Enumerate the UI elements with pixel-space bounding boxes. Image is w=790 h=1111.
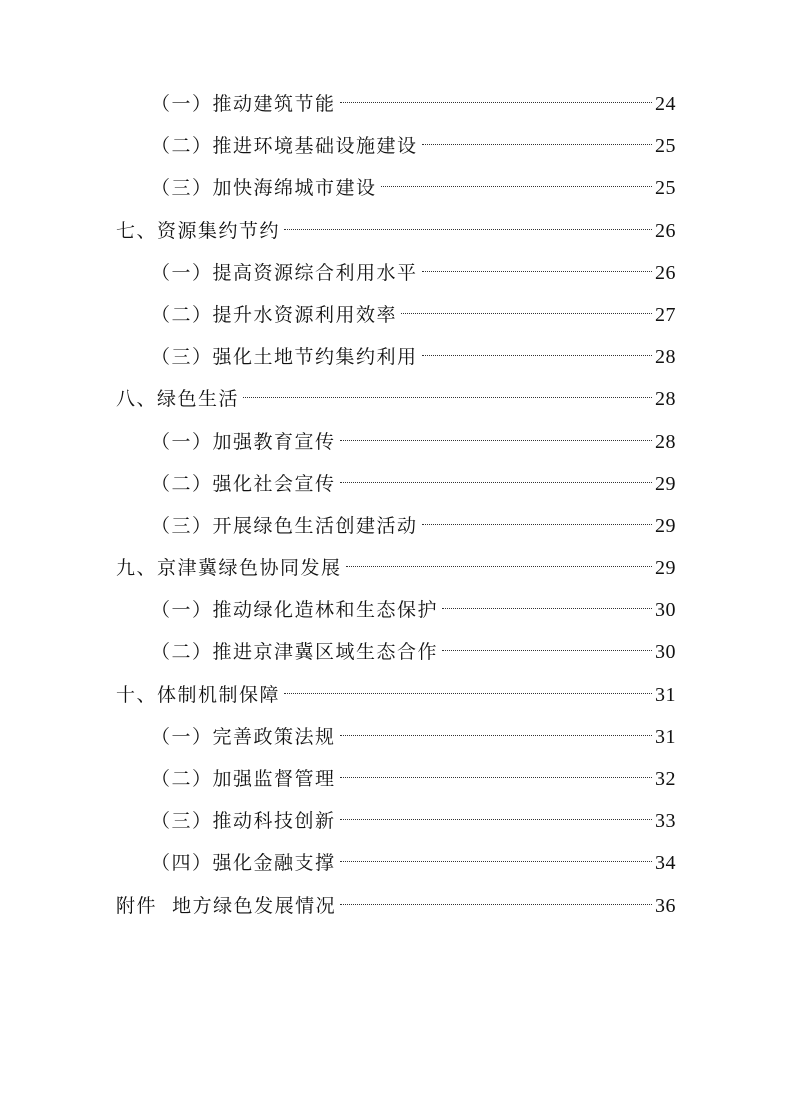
toc-entry-title: （一）加强教育宣传: [151, 430, 336, 453]
toc-section-title: 七、资源集约节约: [116, 219, 281, 242]
toc-appendix-entry[interactable]: [116, 885, 676, 927]
toc-page-number: 25: [655, 177, 676, 200]
toc-entry-title: （一）推动绿化造林和生态保护: [151, 599, 439, 622]
toc-page-number: 28: [655, 388, 676, 411]
dot-leader: [442, 608, 652, 609]
dot-leader: [340, 777, 652, 778]
toc-entry[interactable]: [116, 336, 676, 378]
toc-entry[interactable]: [116, 589, 676, 631]
toc-page-number: 31: [655, 725, 676, 748]
toc-section-entry[interactable]: [116, 378, 676, 420]
dot-leader: [284, 693, 652, 694]
toc-entry[interactable]: [116, 83, 676, 125]
toc-page-number: 36: [655, 894, 676, 917]
toc-page-number: 32: [655, 768, 676, 790]
toc-page-number: 25: [655, 135, 676, 158]
dot-leader: [243, 397, 652, 398]
toc-entry-title: （一）完善政策法规: [151, 725, 336, 748]
toc-entry[interactable]: [116, 294, 676, 336]
toc-entry[interactable]: [116, 421, 676, 463]
toc-page-number: 27: [655, 303, 676, 326]
dot-leader: [422, 524, 652, 525]
dot-leader: [340, 102, 652, 103]
toc-entry-title: （三）加快海绵城市建设: [151, 177, 377, 200]
toc-entry[interactable]: [116, 631, 676, 673]
toc-entry-title: （四）强化金融支撑: [151, 852, 336, 875]
dot-leader: [442, 650, 652, 651]
dot-leader: [340, 482, 652, 483]
toc-appendix-title: 附件 地方绿色发展情况: [116, 894, 337, 917]
dot-leader: [422, 355, 652, 356]
toc-entry[interactable]: [116, 758, 676, 800]
toc-section-entry[interactable]: [116, 210, 676, 252]
toc-page-number: 34: [655, 852, 676, 875]
table-of-contents: [116, 83, 676, 927]
dot-leader: [381, 186, 652, 187]
toc-entry[interactable]: [116, 252, 676, 294]
toc-entry[interactable]: [116, 125, 676, 167]
toc-entry-title: （二）加强监督管理: [151, 768, 336, 790]
toc-page-number: 28: [655, 430, 676, 453]
dot-leader: [340, 819, 652, 820]
toc-page-number: 29: [655, 514, 676, 537]
toc-entry-title: （二）提升水资源利用效率: [151, 303, 398, 326]
toc-section-entry[interactable]: [116, 674, 676, 716]
toc-page-number: 29: [655, 472, 676, 495]
toc-page-number: 33: [655, 810, 676, 833]
toc-entry[interactable]: [116, 463, 676, 505]
toc-entry[interactable]: [116, 800, 676, 842]
toc-entry[interactable]: [116, 505, 676, 547]
toc-page-number: 24: [655, 93, 676, 115]
dot-leader: [284, 229, 652, 230]
dot-leader: [340, 861, 652, 862]
toc-page-number: 29: [655, 557, 676, 580]
dot-leader: [422, 271, 652, 272]
toc-entry-title: （三）强化土地节约集约利用: [151, 346, 418, 369]
toc-entry-title: （二）推进环境基础设施建设: [151, 135, 418, 158]
toc-entry[interactable]: [116, 842, 676, 884]
toc-section-title: 八、绿色生活: [116, 388, 240, 411]
toc-page-number: 26: [655, 219, 676, 242]
dot-leader: [340, 735, 652, 736]
toc-page-number: 30: [655, 641, 676, 664]
toc-page-number: 28: [655, 346, 676, 369]
toc-entry-title: （三）推动科技创新: [151, 810, 336, 833]
toc-section-entry[interactable]: [116, 547, 676, 589]
dot-leader: [340, 440, 652, 441]
toc-entry-title: （一）推动建筑节能: [151, 93, 336, 115]
toc-section-title: 十、体制机制保障: [116, 683, 281, 706]
toc-entry-title: （一）提高资源综合利用水平: [151, 261, 418, 284]
toc-page-number: 30: [655, 599, 676, 622]
dot-leader: [340, 904, 652, 905]
toc-page-number: 26: [655, 261, 676, 284]
toc-entry-title: （三）开展绿色生活创建活动: [151, 514, 418, 537]
toc-entry[interactable]: [116, 167, 676, 209]
toc-entry[interactable]: [116, 716, 676, 758]
dot-leader: [346, 566, 652, 567]
toc-entry-title: （二）强化社会宣传: [151, 472, 336, 495]
dot-leader: [422, 144, 652, 145]
dot-leader: [401, 313, 652, 314]
toc-page-number: 31: [655, 683, 676, 706]
toc-section-title: 九、京津冀绿色协同发展: [116, 557, 342, 580]
toc-entry-title: （二）推进京津冀区域生态合作: [151, 641, 439, 664]
